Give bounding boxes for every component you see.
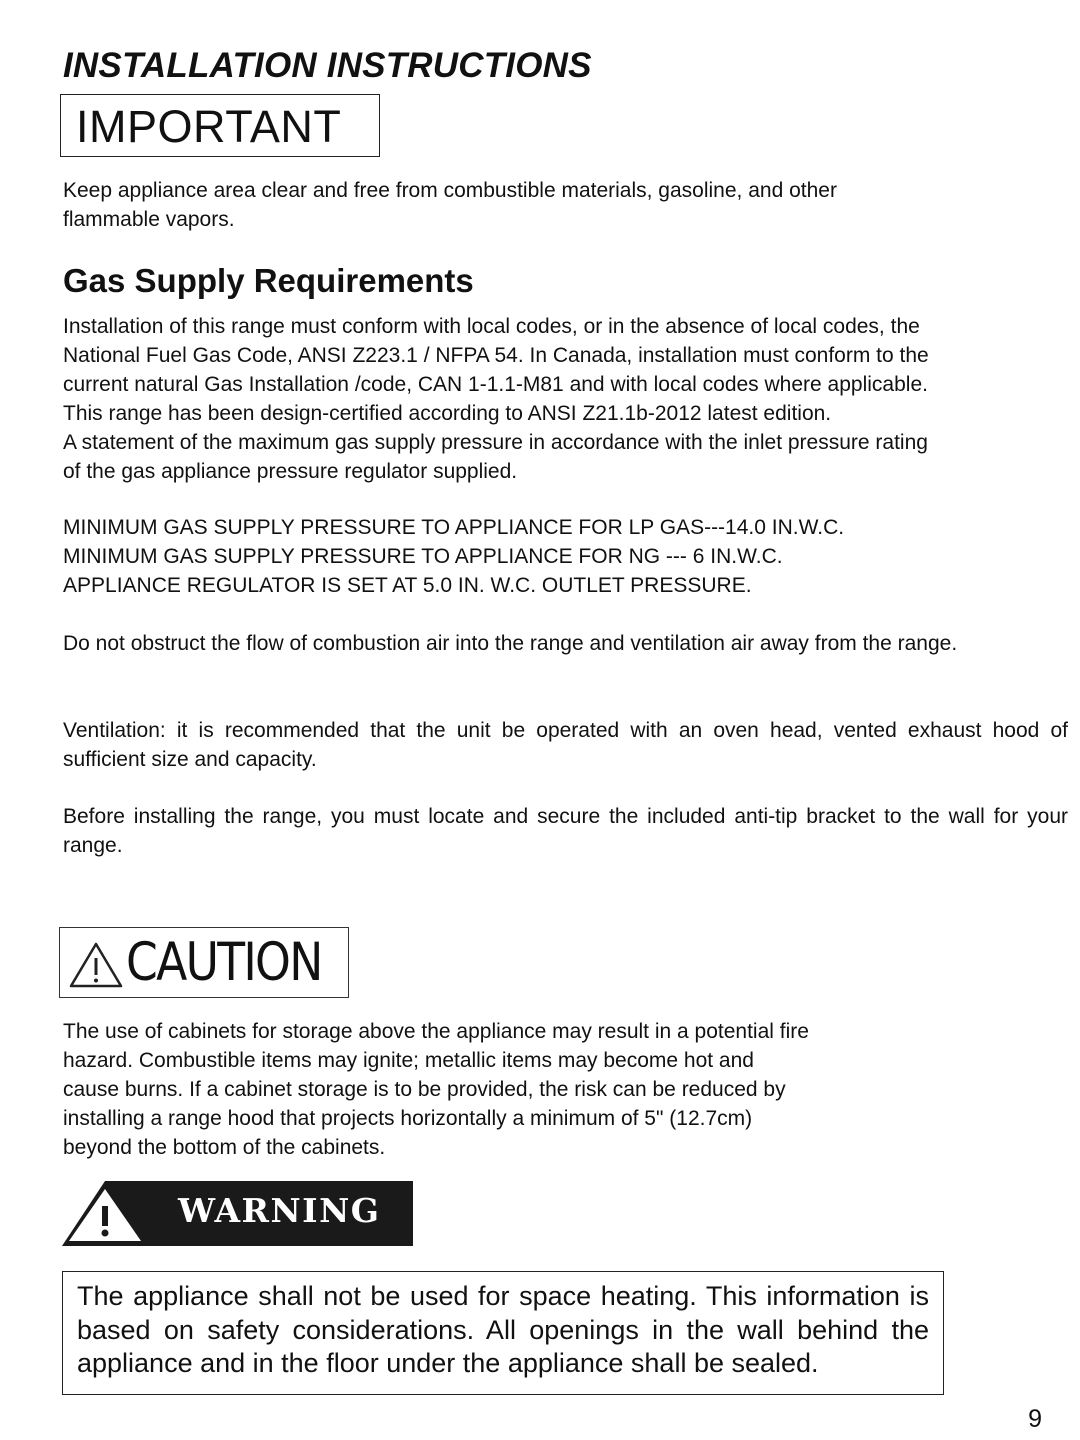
caution-label: CAUTION bbox=[126, 932, 322, 993]
ventilation-paragraph: Ventilation: it is recommended that the unit be operated with an oven head, vented exhaust hood of sufficient size and capacity. bbox=[63, 719, 1068, 771]
page-title: INSTALLATION INSTRUCTIONS bbox=[63, 46, 592, 85]
anti-tip-paragraph: Before installing the range, you must locate and secure the included anti-tip bracket to the wall for your range. bbox=[63, 805, 1068, 857]
caution-line: The use of cabinets for storage above the appliance may result in a potential fire bbox=[63, 1020, 809, 1043]
pressure-line-ng: MINIMUM GAS SUPPLY PRESSURE TO APPLIANCE FOR NG --- 6 IN.W.C. bbox=[63, 545, 783, 568]
important-label-box bbox=[60, 94, 380, 157]
caution-line: cause burns. If a cabinet storage is to be provided, the risk can be reduced by bbox=[63, 1078, 786, 1101]
gas-supply-line: National Fuel Gas Code, ANSI Z223.1 / NFPA 54. In Canada, installation must conform to the bbox=[63, 344, 929, 367]
pressure-line-regulator: APPLIANCE REGULATOR IS SET AT 5.0 IN. W.C. OUTLET PRESSURE. bbox=[63, 574, 752, 597]
gas-supply-line: Installation of this range must conform with local codes, or in the absence of local codes, the bbox=[63, 315, 920, 338]
caution-label-box bbox=[59, 927, 349, 998]
caution-line: beyond the bottom of the cabinets. bbox=[63, 1136, 386, 1159]
airflow-paragraph: Do not obstruct the flow of combustion air into the range and ventilation air away from the range. bbox=[63, 632, 958, 655]
pressure-line-lp: MINIMUM GAS SUPPLY PRESSURE TO APPLIANCE FOR LP GAS---14.0 IN.W.C. bbox=[63, 516, 845, 539]
page-number: 9 bbox=[1028, 1405, 1042, 1433]
warning-notice-text: The appliance shall not be used for space heating. This information is based on safety considerations. All openings in the wall behind the appliance and in the floor under the appliance shall be sealed. bbox=[77, 1281, 929, 1378]
warning-notice-box bbox=[62, 1271, 944, 1395]
gas-supply-line: This range has been design-certified according to ANSI Z21.1b-2012 latest edition. bbox=[63, 402, 832, 425]
important-text-line-2: flammable vapors. bbox=[63, 208, 235, 231]
gas-supply-heading: Gas Supply Requirements bbox=[63, 262, 474, 299]
important-label: IMPORTANT bbox=[76, 101, 342, 152]
caution-line: hazard. Combustible items may ignite; metallic items may become hot and bbox=[63, 1049, 754, 1072]
gas-supply-line: current natural Gas Installation /code, CAN 1-1.1-M81 and with local codes where applicable. bbox=[63, 373, 928, 396]
gas-supply-line: A statement of the maximum gas supply pressure in accordance with the inlet pressure rating bbox=[63, 431, 928, 454]
warning-label: WARNING bbox=[178, 1191, 381, 1230]
caution-line: installing a range hood that projects horizontally a minimum of 5" (12.7cm) bbox=[63, 1107, 753, 1130]
gas-supply-line: of the gas appliance pressure regulator supplied. bbox=[63, 460, 518, 483]
important-text-line-1: Keep appliance area clear and free from combustible materials, gasoline, and other bbox=[63, 179, 837, 202]
warning-triangle-icon bbox=[69, 942, 123, 988]
